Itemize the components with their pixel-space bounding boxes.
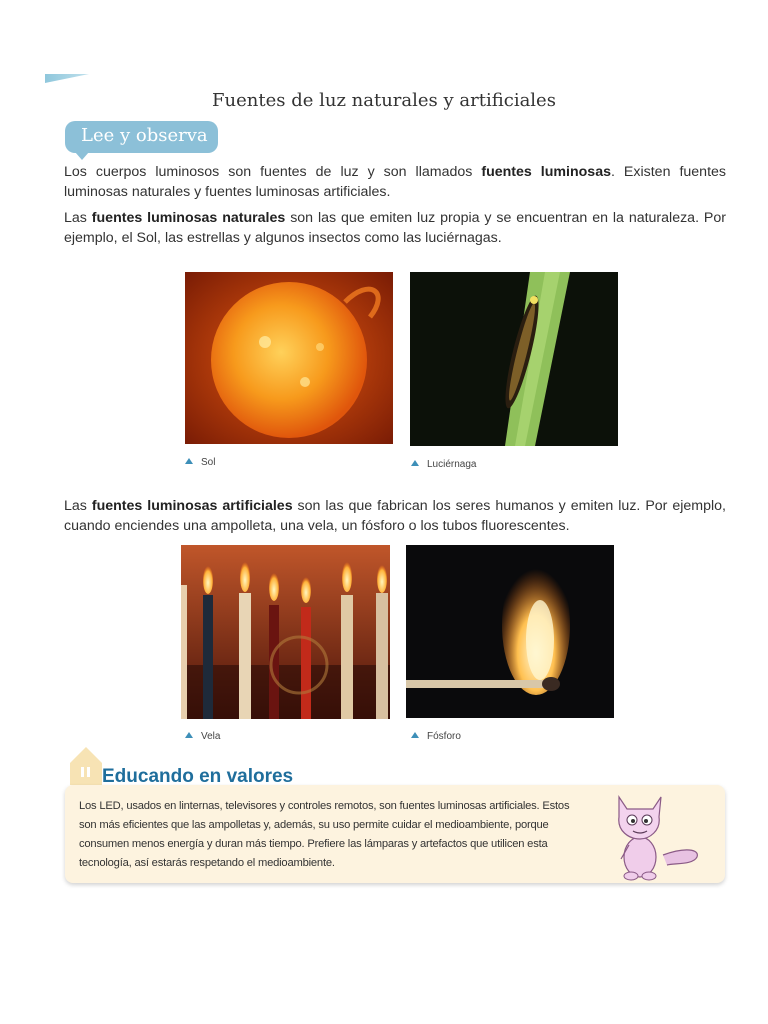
page-title: Fuentes de luz naturales y artificiales <box>212 90 556 111</box>
caption-text: Vela <box>201 731 221 742</box>
caption-text: Sol <box>201 457 216 468</box>
sun-photo <box>185 272 393 444</box>
paragraph-bold-term: fuentes luminosas artificiales <box>91 498 293 514</box>
section-label-badge <box>65 121 218 153</box>
caption-triangle-icon <box>411 460 419 466</box>
paragraph-bold-term: fuentes luminosas <box>481 164 611 180</box>
values-text: Los LED, usados en linternas, televisores y controles remotos, son fuentes luminosas artificiales. Estos son más eficientes que las ampolletas y, además, su uso permite cuidar el medioambiente, porque consumen menos energía y duran más tiempo. Prefiere las lámparas y artefactos que utilicen esta tecnología, así estarás respetando el medioambiente. <box>79 800 570 869</box>
firefly-photo <box>410 272 618 446</box>
cat-illustration <box>605 787 705 887</box>
caption-luciernaga <box>411 459 476 470</box>
paragraph-text: Las <box>64 498 92 514</box>
candles-photo <box>181 545 390 719</box>
caption-text: Fósforo <box>427 731 461 742</box>
caption-triangle-icon <box>185 732 193 738</box>
values-box <box>65 785 725 883</box>
values-title: Educando en valores <box>102 766 294 787</box>
match-photo <box>406 545 614 718</box>
section-label: Lee y observa <box>81 125 208 146</box>
caption-sol <box>185 457 215 468</box>
paragraph-intro <box>64 162 726 202</box>
caption-triangle-icon <box>411 732 419 738</box>
caption-triangle-icon <box>185 458 193 464</box>
caption-fosforo <box>411 731 461 742</box>
paragraph-text: . Existen fuentes luminosas naturales y fuentes luminosas artificiales. <box>64 164 726 200</box>
caption-vela <box>185 731 220 742</box>
paragraph-bold-term: fuentes luminosas naturales <box>91 210 286 226</box>
paragraph-text: son las que fabrican los seres humanos y emiten luz. Por ejemplo, cuando enciendes una ampolleta, una vela, un fósforo o los tubos fluorescentes. <box>64 498 726 534</box>
paragraph-text: Las <box>64 210 92 226</box>
paragraph-text: son las que emiten luz propia y se encuentran en la naturaleza. Por ejemplo, el Sol, las estrellas y algunos insectos como las luciérnagas. <box>64 210 726 246</box>
paragraph-artificial-sources <box>64 496 726 536</box>
paragraph-text: Los cuerpos luminosos son fuentes de luz y son llamados <box>64 164 482 180</box>
paragraph-natural-sources <box>64 208 726 248</box>
corner-tab-decoration <box>45 74 89 83</box>
caption-text: Luciérnaga <box>427 459 477 470</box>
